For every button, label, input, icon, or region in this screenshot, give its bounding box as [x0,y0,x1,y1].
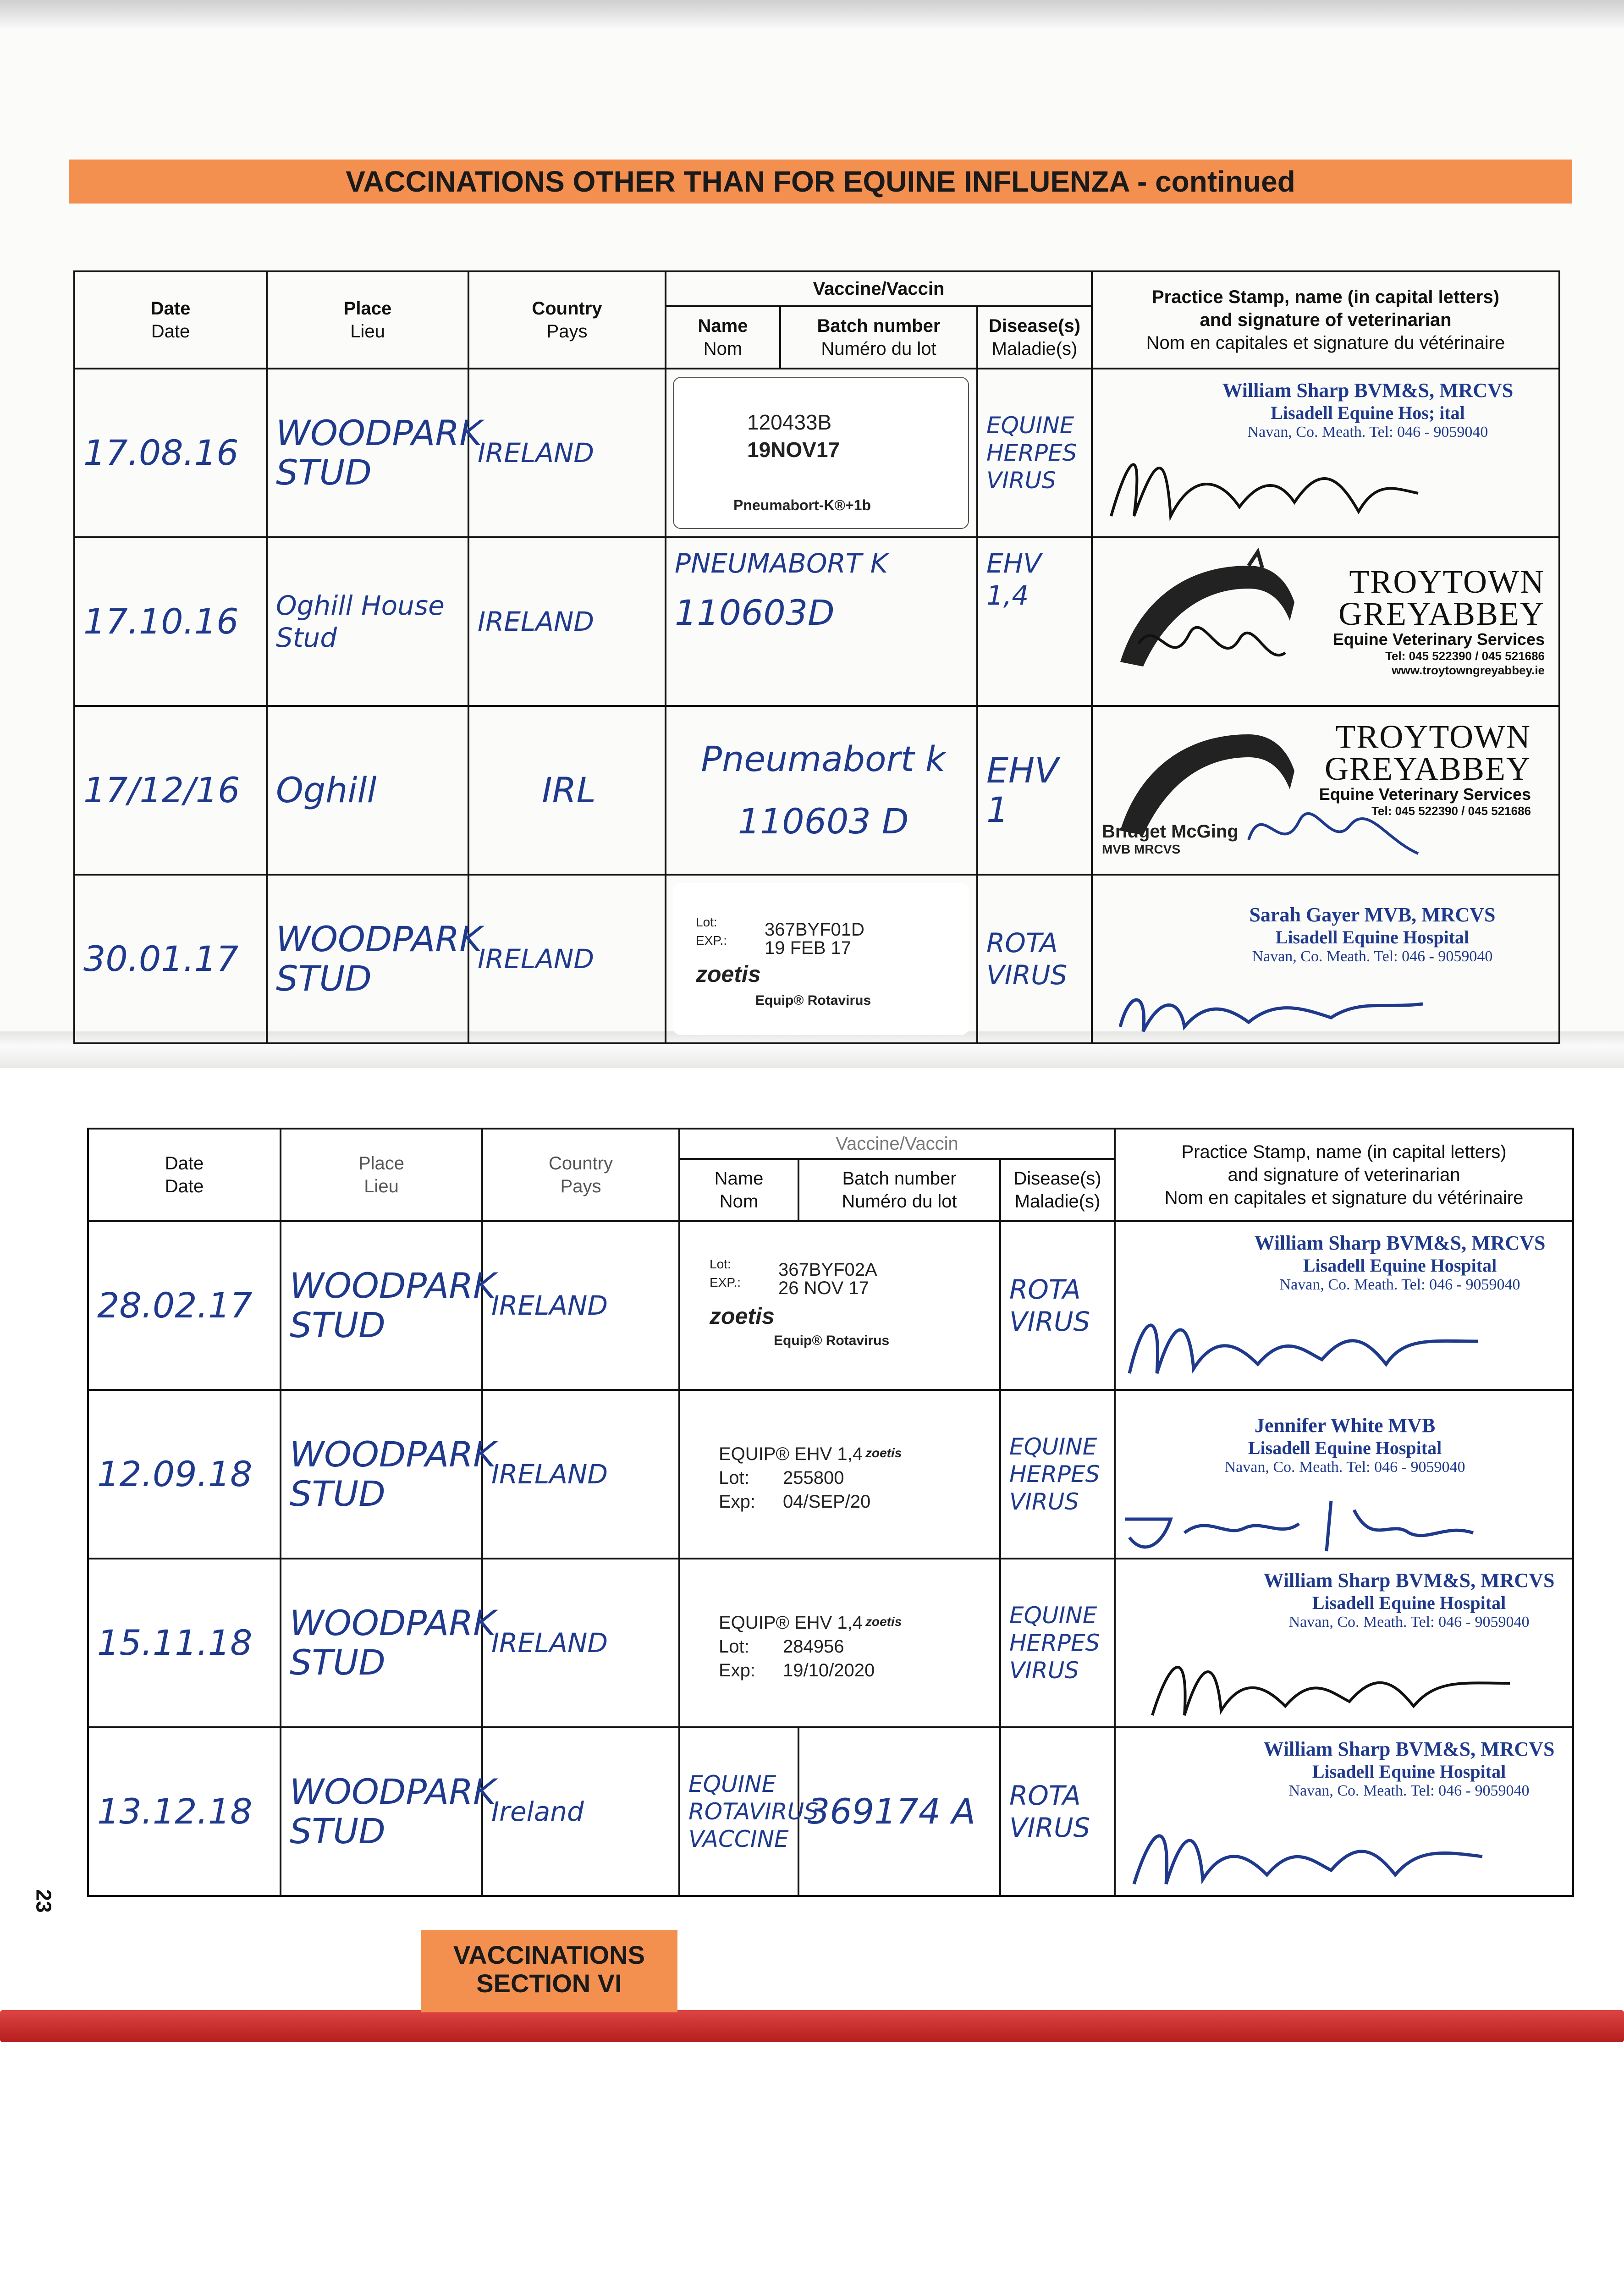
date-cell: 28.02.17 [88,1221,281,1390]
disease-cell: EQUINE HERPES VIRUS [1000,1390,1115,1559]
header-disease: Disease(s) Maladie(s) [977,306,1092,369]
vaccination-table-bottom [87,1128,1574,1897]
vaccine-label-cell [679,1559,1000,1727]
country-cell: IRL [468,706,666,875]
vet-name-stamp: Bridget McGing MVB MRCVS [1102,821,1239,856]
vaccine-sticker: EQUIP® EHV 1,4 zoetis Lot: 284956 Exp: 19/10/2020 [687,1567,992,1719]
disease-cell: ROTA VIRUS [977,875,1092,1043]
vaccine-sticker: 120433B 19NOV17 Pneumabort-K®+1b [673,377,969,529]
country-cell: IRELAND [468,537,666,706]
header-place: Place Lieu [267,271,468,369]
table-row [88,1727,1573,1896]
vaccine-cell: Pneumabort k 110603 D [666,706,977,875]
table-row [74,369,1559,537]
vaccine-sticker: EQUIP® EHV 1,4 zoetis Lot: 255800 Exp: 04/SEP/20 [687,1398,992,1550]
vaccine-label-cell [666,875,977,1043]
table-row [74,875,1559,1043]
place-cell: WOODPARK STUD [281,1727,482,1896]
table-row [88,1559,1573,1727]
place-cell: Oghill House Stud [267,537,468,706]
header-name: Name Nom [679,1159,798,1221]
vet-signature [1244,785,1427,867]
header-date: Date Date [74,271,267,369]
vet-signature [1143,1628,1519,1725]
place-cell: WOODPARK STUD [281,1221,482,1390]
header-place: Place Lieu [281,1129,482,1221]
table-row [88,1221,1573,1390]
vaccine-sticker: Lot: EXP.: 367BYF02A 26 NOV 17 zoetis Equip® Rotavirus [687,1229,992,1382]
disease-cell: ROTA VIRUS [1000,1727,1115,1896]
vet-stamp: Jennifer White MVB Lisadell Equine Hospital Navan, Co. Meath. Tel: 046 - 9059040 [1224,1414,1465,1476]
country-cell: Ireland [482,1727,679,1896]
page-shadow [0,0,1624,28]
stamp-cell [1092,706,1559,875]
practice-stamp: TROYTOWN GREYABBEY Equine Veterinary Services Tel: 045 522390 / 045 521686 www.troytowngreyabbey.ie [1332,563,1545,677]
table-row [74,706,1559,875]
vet-stamp: William Sharp BVM&S, MRCVS Lisadell Equine Hospital Navan, Co. Meath. Tel: 046 - 9059040 [1254,1232,1546,1293]
country-cell: IRELAND [468,369,666,537]
vaccine-label-cell [679,1221,1000,1390]
place-cell: WOODPARK STUD [267,369,468,537]
vet-stamp: William Sharp BVM&S, MRCVS Lisadell Equine Hospital Navan, Co. Meath. Tel: 046 - 9059040 [1263,1569,1555,1631]
practice-stamp: TROYTOWN GREYABBEY Equine Veterinary Services Tel: 045 522390 / 045 521686 [1319,718,1531,818]
vet-signature [1116,1492,1482,1556]
stamp-cell [1115,1221,1573,1390]
vet-stamp: William Sharp BVM&S, MRCVS Lisadell Equine Hos; ital Navan, Co. Meath. Tel: 046 - 9059040 [1222,379,1514,441]
vaccine-label-cell [666,369,977,537]
place-cell: WOODPARK STUD [267,875,468,1043]
vaccine-sticker: Lot: EXP.: 367BYF01D 19 FEB 17 zoetis Equip® Rotavirus [673,883,969,1035]
place-cell: Oghill [267,706,468,875]
vaccine-cell: PNEUMABORT K 110603D [666,537,977,706]
vet-stamp: Sarah Gayer MVB, MRCVS Lisadell Equine Hospital Navan, Co. Meath. Tel: 046 - 9059040 [1249,904,1496,965]
passport-cover-edge [0,2010,1624,2042]
section-title-banner: VACCINATIONS OTHER THAN FOR EQUINE INFLUENZA - continued [69,160,1572,204]
date-cell: 17/12/16 [74,706,267,875]
stamp-cell [1092,369,1559,537]
table-row [74,537,1559,706]
date-cell: 17.10.16 [74,537,267,706]
page-number: 23 [32,1889,56,1913]
disease-cell: EHV 1 [977,706,1092,875]
header-stamp: Practice Stamp, name (in capital letters) and signature of veterinarian Nom en capitales et signature du vétérinaire [1115,1129,1573,1221]
vet-signature [1125,1797,1492,1893]
header-name: Name Nom [666,306,780,369]
vaccine-cell: EQUINE ROTAVIRUS VACCINE [679,1727,798,1896]
header-stamp: Practice Stamp, name (in capital letters) and signature of veterinarian Nom en capitales et signature du vétérinaire [1092,271,1559,369]
country-cell: IRELAND [482,1559,679,1727]
date-cell: 12.09.18 [88,1390,281,1559]
vet-signature [1102,424,1423,534]
country-cell: IRELAND [482,1390,679,1559]
header-date: Date Date [88,1129,281,1221]
stamp-cell [1115,1727,1573,1896]
vet-signature [1120,1286,1487,1387]
vet-stamp: William Sharp BVM&S, MRCVS Lisadell Equine Hospital Navan, Co. Meath. Tel: 046 - 9059040 [1263,1738,1555,1799]
vaccination-table-top [73,270,1560,1044]
header-vaccine: Vaccine/Vaccin [679,1129,1115,1159]
date-cell: 13.12.18 [88,1727,281,1896]
vet-signature [1111,981,1432,1041]
header-batch: Batch number Numéro du lot [780,306,977,369]
country-cell: IRELAND [482,1221,679,1390]
disease-cell: EQUINE HERPES VIRUS [1000,1559,1115,1727]
stamp-cell [1092,537,1559,706]
stamp-cell [1115,1559,1573,1727]
header-batch: Batch number Numéro du lot [798,1159,1000,1221]
disease-cell: EQUINE HERPES VIRUS [977,369,1092,537]
date-cell: 15.11.18 [88,1559,281,1727]
country-cell: IRELAND [468,875,666,1043]
date-cell: 17.08.16 [74,369,267,537]
batch-cell: 369174 A [798,1727,1000,1896]
stamp-cell [1092,875,1559,1043]
disease-cell: EHV 1,4 [977,537,1092,706]
header-disease: Disease(s) Maladie(s) [1000,1159,1115,1221]
place-cell: WOODPARK STUD [281,1390,482,1559]
disease-cell: ROTA VIRUS [1000,1221,1115,1390]
table-row [88,1390,1573,1559]
date-cell: 30.01.17 [74,875,267,1043]
header-country: Country Pays [468,271,666,369]
header-country: Country Pays [482,1129,679,1221]
place-cell: WOODPARK STUD [281,1559,482,1727]
vaccine-label-cell [679,1390,1000,1559]
vet-signature [1129,598,1313,689]
header-vaccine: Vaccine/Vaccin [666,271,1092,306]
section-label: VACCINATIONS SECTION VI [421,1930,677,2012]
stamp-cell [1115,1390,1573,1559]
